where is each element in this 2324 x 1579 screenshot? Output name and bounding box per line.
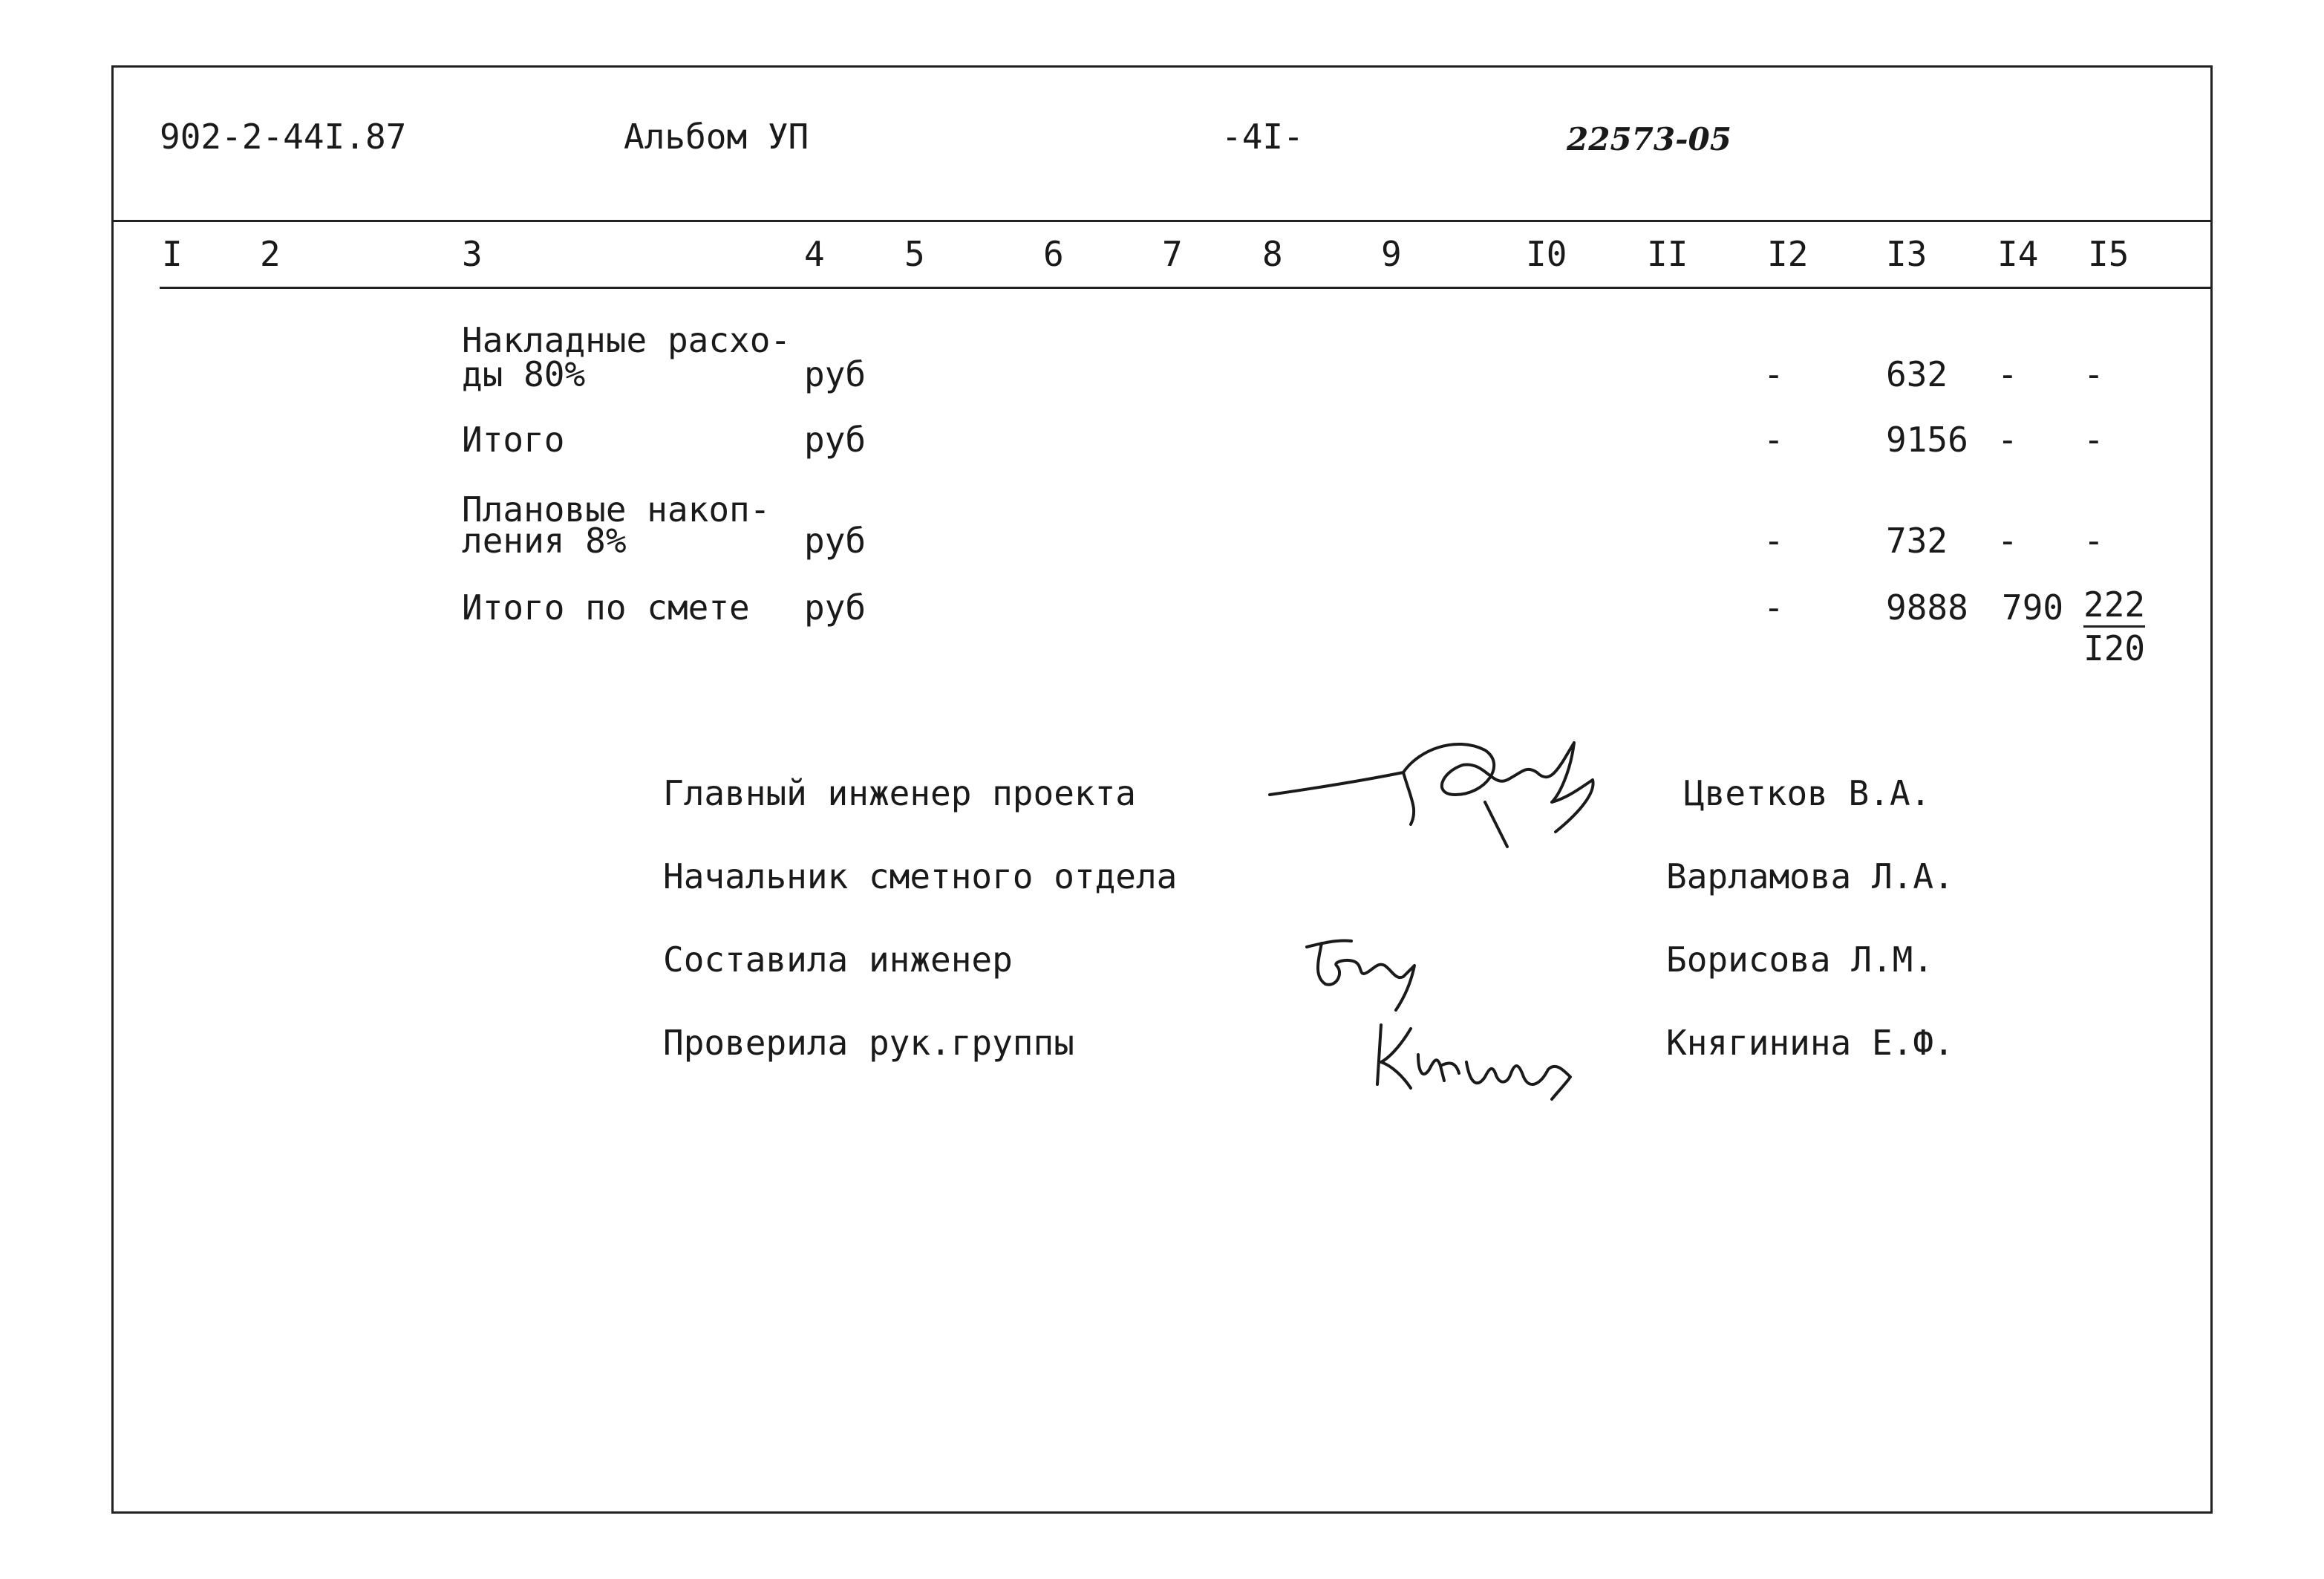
handwritten-signature-chief-engineer [1262, 728, 1619, 854]
column-number: I [162, 234, 183, 274]
row-name-line1: Плановые накоп- [462, 489, 771, 530]
row-unit: руб [804, 521, 866, 561]
column-number: 2 [260, 234, 281, 274]
column-number: I3 [1886, 234, 1928, 274]
row-value-c13: 9156 [1886, 420, 1968, 460]
handwritten-signature-group-lead [1366, 1010, 1619, 1107]
row-name-line1: Итого [462, 420, 565, 460]
signature-name: Цветков В.А. [1684, 773, 1931, 813]
row-value-c12: - [1763, 420, 1784, 460]
row-name-line1: Итого по смете [462, 587, 750, 628]
row-value-c14: - [1997, 420, 2018, 460]
row-value-c13: 9888 [1886, 587, 1968, 628]
row-name-line2: ления 8% [462, 521, 627, 561]
signature-name: Княгинина Е.Ф. [1666, 1023, 1954, 1063]
signature-name: Варламова Л.А. [1666, 856, 1954, 896]
column-header-divider [160, 287, 2213, 289]
column-number: 8 [1262, 234, 1283, 274]
row-value-c12: - [1763, 354, 1784, 394]
row-value-c15-fraction [2083, 584, 2145, 669]
column-number: 4 [804, 234, 825, 274]
column-number: 5 [904, 234, 925, 274]
signature-role: Составила инженер [663, 940, 1013, 980]
signature-role: Главный инженер проекта [663, 773, 1136, 813]
row-value-c15: - [2083, 521, 2104, 561]
column-number: 6 [1043, 234, 1064, 274]
row-value-c12: - [1763, 587, 1784, 628]
row-value-c14: - [1997, 354, 2018, 394]
signature-role: Начальник сметного отдела [663, 856, 1178, 896]
column-number: II [1647, 234, 1688, 274]
column-number: I0 [1526, 234, 1567, 274]
row-value-c13: 732 [1886, 521, 1948, 561]
row-value-c12: - [1763, 521, 1784, 561]
inventory-number: 22573-05 [1567, 121, 1731, 157]
album-label: Альбом УП [624, 117, 809, 157]
row-unit: руб [804, 354, 866, 394]
row-name-line1: Накладные расхо- [462, 320, 791, 360]
column-number: I4 [1997, 234, 2039, 274]
fraction-denominator: I20 [2083, 628, 2146, 668]
row-value-c14: 790 [2002, 587, 2064, 628]
column-number: 3 [462, 234, 483, 274]
doc-code: 902-2-44I.87 [160, 117, 407, 157]
row-value-c13: 632 [1886, 354, 1948, 394]
row-value-c15: - [2083, 420, 2104, 460]
signature-name: Борисова Л.М. [1666, 940, 1934, 980]
page-number: -4I- [1221, 117, 1304, 157]
row-value-c14: - [1997, 521, 2018, 561]
row-name-line2: ды 80% [462, 354, 586, 394]
header-divider [111, 220, 2213, 222]
column-number: I5 [2088, 234, 2129, 274]
column-number: 9 [1381, 234, 1402, 274]
row-unit: руб [804, 420, 866, 460]
row-value-c15: - [2083, 354, 2104, 394]
signature-role: Проверила рук.группы [663, 1023, 1074, 1063]
column-number: I2 [1767, 234, 1809, 274]
fraction-numerator: 222 [2083, 584, 2145, 628]
column-number: 7 [1162, 234, 1183, 274]
row-unit: руб [804, 587, 866, 628]
